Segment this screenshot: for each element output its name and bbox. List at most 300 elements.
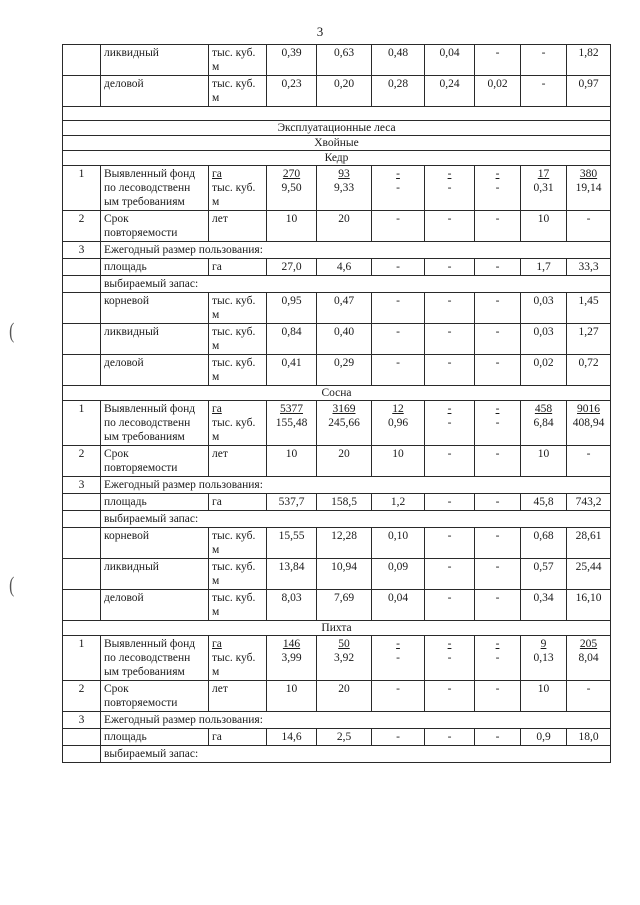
value-text: - [495,326,500,338]
value-text: 0,23 [281,78,302,90]
unit-cell: лет [209,446,267,477]
value-text: 10 [392,448,404,460]
value-text: - [447,261,452,273]
value-cell [372,293,425,324]
table-row [63,590,611,621]
value-cell [475,559,521,590]
value-text: 45,8 [533,496,554,508]
value-cell [425,729,475,746]
value-text: 245,66 [328,417,360,429]
value-text: 0,95 [281,295,302,307]
value-cell [521,324,567,355]
row-label: ликвидный [101,45,209,76]
value-cell [267,355,317,386]
row-label: Срок повторяемости [101,446,209,477]
row-number [63,511,101,528]
table-row [63,494,611,511]
value-cell [372,76,425,107]
value-text: - [495,261,500,273]
value-text: - [447,592,452,604]
value-cell [425,293,475,324]
value-cell [372,559,425,590]
value-cell [567,166,611,211]
value-cell [372,401,425,446]
value-text: 19,14 [575,182,602,194]
value-cell [267,494,317,511]
value-cell [425,166,475,211]
value-cell [475,494,521,511]
value-text: - [447,403,452,415]
row-number [63,590,101,621]
value-text: 0,40 [333,326,355,338]
value-cell [425,211,475,242]
unit-cell [209,166,267,211]
value-text: - [396,261,400,273]
row-label: деловой [101,590,209,621]
value-text: 0,02 [487,78,508,90]
value-cell [521,259,567,276]
value-text: 0,97 [578,78,599,90]
value-text: - [396,638,400,650]
subheading-row [63,477,611,494]
value-text: 16,10 [575,592,602,604]
value-text: - [396,652,400,664]
row-number [63,259,101,276]
value-text: - [495,182,500,194]
value-cell [521,45,567,76]
value-cell [567,446,611,477]
value-cell [372,636,425,681]
value-text: - [495,295,500,307]
value-text: 743,2 [575,496,602,508]
value-text: 0,48 [387,47,409,59]
unit-cell: га [209,729,267,746]
value-text: - [495,496,500,508]
value-cell [425,446,475,477]
row-number: 2 [63,446,101,477]
table-row [63,681,611,712]
value-cell [521,293,567,324]
value-text: 270 [282,168,301,180]
value-cell [267,166,317,211]
value-text: - [447,417,452,429]
value-cell [567,324,611,355]
value-cell [521,681,567,712]
value-text: - [396,683,400,695]
value-cell [475,446,521,477]
value-cell [475,729,521,746]
value-text: 0,02 [533,357,554,369]
value-cell [567,45,611,76]
unit-cell: тыс. куб. м [209,528,267,559]
value-cell [475,259,521,276]
value-cell [567,681,611,712]
value-text: 0,9 [536,731,551,743]
value-cell [475,324,521,355]
value-text: 10 [537,683,550,695]
value-text: 0,09 [387,561,409,573]
value-cell [567,590,611,621]
value-text: 10 [285,448,298,460]
value-text: 28,61 [575,530,602,542]
value-cell [521,559,567,590]
value-text: - [396,213,400,225]
value-text: - [495,652,500,664]
value-cell [521,166,567,211]
value-text: 408,94 [572,417,605,429]
value-text: - [396,182,400,194]
value-cell [372,324,425,355]
value-cell [567,211,611,242]
row-number [63,528,101,559]
row-number: 1 [63,636,101,681]
value-cell [317,729,372,746]
value-text: 158,5 [331,496,357,508]
row-number: 2 [63,681,101,712]
value-text: - [495,357,500,369]
value-text: 10 [285,213,298,225]
row-label: корневой [101,293,209,324]
section-header-row [63,621,611,636]
value-cell [267,211,317,242]
section-title: Кедр [63,151,611,166]
value-text: - [495,731,500,743]
value-cell [317,355,372,386]
value-cell [317,446,372,477]
unit-area: га [212,168,222,180]
value-cell [425,681,475,712]
value-cell [372,590,425,621]
value-text: 25,44 [575,561,602,573]
value-cell [317,494,372,511]
unit-cell: тыс. куб. м [209,76,267,107]
unit-cell: га [209,494,267,511]
value-text: 4,6 [336,261,352,273]
value-cell [567,729,611,746]
value-text: 155,48 [275,417,308,429]
unit-area: га [212,403,222,415]
value-text: 20 [338,213,350,225]
value-cell [372,528,425,559]
section-header-row [63,121,611,136]
value-text: 17 [537,168,550,180]
row-label: ликвидный [101,559,209,590]
value-cell [521,729,567,746]
value-text: 27,0 [281,261,302,273]
subheading-label: Ежегодный размер пользования: [101,712,611,729]
value-cell [372,45,425,76]
value-cell [317,636,372,681]
subheading-label: выбираемый запас: [101,746,611,763]
value-text: - [447,683,452,695]
value-cell [317,76,372,107]
value-cell [521,401,567,446]
unit-cell: тыс. куб. м [209,559,267,590]
subheading-row [63,511,611,528]
unit-volume: тыс. куб. м [212,182,256,208]
unit-cell: тыс. куб. м [209,355,267,386]
unit-cell: тыс. куб. м [209,324,267,355]
section-title: Пихта [63,621,611,636]
unit-cell: га [209,259,267,276]
value-cell [317,259,372,276]
row-number: 1 [63,166,101,211]
value-text: - [447,561,452,573]
value-text: - [586,448,591,460]
table-row [63,166,611,211]
value-cell [475,528,521,559]
table-row [63,528,611,559]
value-text: 1,45 [578,295,599,307]
row-number [63,355,101,386]
value-text: 12 [392,403,404,415]
row-number [63,494,101,511]
row-label: ликвидный [101,324,209,355]
value-text: - [495,592,500,604]
value-text: - [541,47,546,59]
row-number [63,76,101,107]
row-label: площадь [101,259,209,276]
row-label: Выявленный фонд по лесоводственн ым требованиям [101,401,209,446]
value-text: 0,63 [333,47,355,59]
value-text: 0,13 [533,652,554,664]
value-text: 0,47 [333,295,355,307]
value-cell [267,729,317,746]
value-text: 10 [537,213,550,225]
value-text: 93 [338,168,350,180]
value-text: 0,10 [387,530,409,542]
row-label: Срок повторяемости [101,681,209,712]
table-row [63,76,611,107]
value-text: 0,03 [533,326,554,338]
value-text: 0,68 [533,530,554,542]
value-text: 1,82 [578,47,599,59]
row-number: 1 [63,401,101,446]
value-text: - [495,638,500,650]
value-text: 1,7 [536,261,551,273]
value-text: 33,3 [578,261,599,273]
section-title [63,107,611,121]
section-header-row [63,386,611,401]
row-number [63,276,101,293]
value-text: - [447,182,452,194]
value-cell [567,401,611,446]
value-text: 7,69 [333,592,355,604]
value-cell [425,259,475,276]
value-text: 5377 [280,403,303,415]
value-text: 50 [338,638,350,650]
value-text: 205 [579,638,598,650]
value-text: 10 [285,683,298,695]
value-cell [317,590,372,621]
section-title: Хвойные [63,136,611,151]
value-text: - [447,295,452,307]
value-text: - [396,326,400,338]
value-cell [267,446,317,477]
value-text: - [447,213,452,225]
section-title: Сосна [63,386,611,401]
value-text: 0,39 [281,47,302,59]
value-cell [475,293,521,324]
row-label: корневой [101,528,209,559]
value-cell [372,446,425,477]
unit-cell [209,401,267,446]
table-row [63,45,611,76]
value-cell [475,636,521,681]
value-cell [521,355,567,386]
value-text: 537,7 [278,496,305,508]
value-cell [521,211,567,242]
value-cell [267,401,317,446]
value-cell [425,401,475,446]
subheading-label: Ежегодный размер пользования: [101,242,611,259]
table-row [63,559,611,590]
value-text: - [586,683,591,695]
value-text: 3169 [332,403,356,415]
unit-cell [209,636,267,681]
value-cell [425,528,475,559]
value-cell [567,293,611,324]
value-cell [317,528,372,559]
row-number [63,293,101,324]
value-cell [521,590,567,621]
value-text: - [447,652,452,664]
subheading-label: выбираемый запас: [101,511,611,528]
value-cell [317,324,372,355]
value-cell [567,494,611,511]
value-text: - [447,448,452,460]
value-cell [267,681,317,712]
value-text: - [495,403,500,415]
value-cell [425,324,475,355]
value-text: 2,5 [336,731,352,743]
value-text: 458 [534,403,553,415]
value-text: - [495,448,500,460]
value-cell [267,259,317,276]
value-cell [475,590,521,621]
value-text: - [495,47,500,59]
value-cell [267,45,317,76]
value-cell [567,76,611,107]
value-text: - [447,496,452,508]
value-cell [267,559,317,590]
value-text: - [495,417,500,429]
value-cell [425,355,475,386]
value-text: - [447,168,452,180]
value-text: 3,99 [281,652,302,664]
value-cell [475,166,521,211]
value-text: 0,20 [333,78,355,90]
value-text: 0,04 [439,47,460,59]
section-title: Эксплуатационные леса [63,121,611,136]
value-cell [425,494,475,511]
value-text: - [396,295,400,307]
row-label: Срок повторяемости [101,211,209,242]
value-text: 0,03 [533,295,554,307]
value-text: 0,28 [387,78,409,90]
value-cell [521,494,567,511]
value-cell [475,401,521,446]
value-cell [317,166,372,211]
value-cell [567,259,611,276]
value-text: 0,24 [439,78,460,90]
value-cell [475,76,521,107]
value-text: - [447,357,452,369]
row-number: 3 [63,242,101,259]
value-text: 0,31 [533,182,554,194]
value-text: 8,03 [281,592,302,604]
value-cell [475,355,521,386]
value-text: 0,96 [387,417,409,429]
subheading-row [63,276,611,293]
table-row [63,729,611,746]
value-text: - [586,213,591,225]
subheading-row [63,712,611,729]
value-text: 3,92 [333,652,355,664]
value-text: - [447,326,452,338]
value-text: 13,84 [278,561,305,573]
value-cell [425,590,475,621]
value-cell [521,528,567,559]
value-cell [567,355,611,386]
value-cell [567,559,611,590]
value-text: 0,29 [333,357,355,369]
value-cell [425,45,475,76]
value-cell [267,76,317,107]
value-cell [372,211,425,242]
unit-volume: тыс. куб. м [212,417,256,443]
table-row [63,401,611,446]
value-text: 18,0 [578,731,599,743]
value-text: 8,04 [578,652,599,664]
value-text: 380 [579,168,598,180]
value-cell [372,494,425,511]
value-text: - [541,78,546,90]
table-row [63,293,611,324]
subheading-row [63,746,611,763]
value-cell [372,729,425,746]
row-label: Выявленный фонд по лесоводственн ым требованиям [101,166,209,211]
value-cell [372,681,425,712]
value-text: - [447,530,452,542]
value-cell [317,211,372,242]
row-label: площадь [101,729,209,746]
value-text: 15,55 [278,530,305,542]
value-cell [475,45,521,76]
value-text: 0,84 [281,326,302,338]
value-cell [267,636,317,681]
table-row [63,636,611,681]
value-cell [317,681,372,712]
value-cell [372,259,425,276]
value-text: 9,33 [333,182,355,194]
section-header-row [63,136,611,151]
table-row [63,324,611,355]
value-cell [567,528,611,559]
value-text: - [396,357,400,369]
value-text: 1,2 [390,496,406,508]
row-number [63,746,101,763]
value-cell [317,45,372,76]
value-cell [521,446,567,477]
value-text: 0,04 [387,592,409,604]
value-text: - [447,638,452,650]
value-cell [425,559,475,590]
subheading-label: Ежегодный размер пользования: [101,477,611,494]
value-cell [521,76,567,107]
value-text: 1,27 [578,326,599,338]
value-text: 12,28 [331,530,357,542]
